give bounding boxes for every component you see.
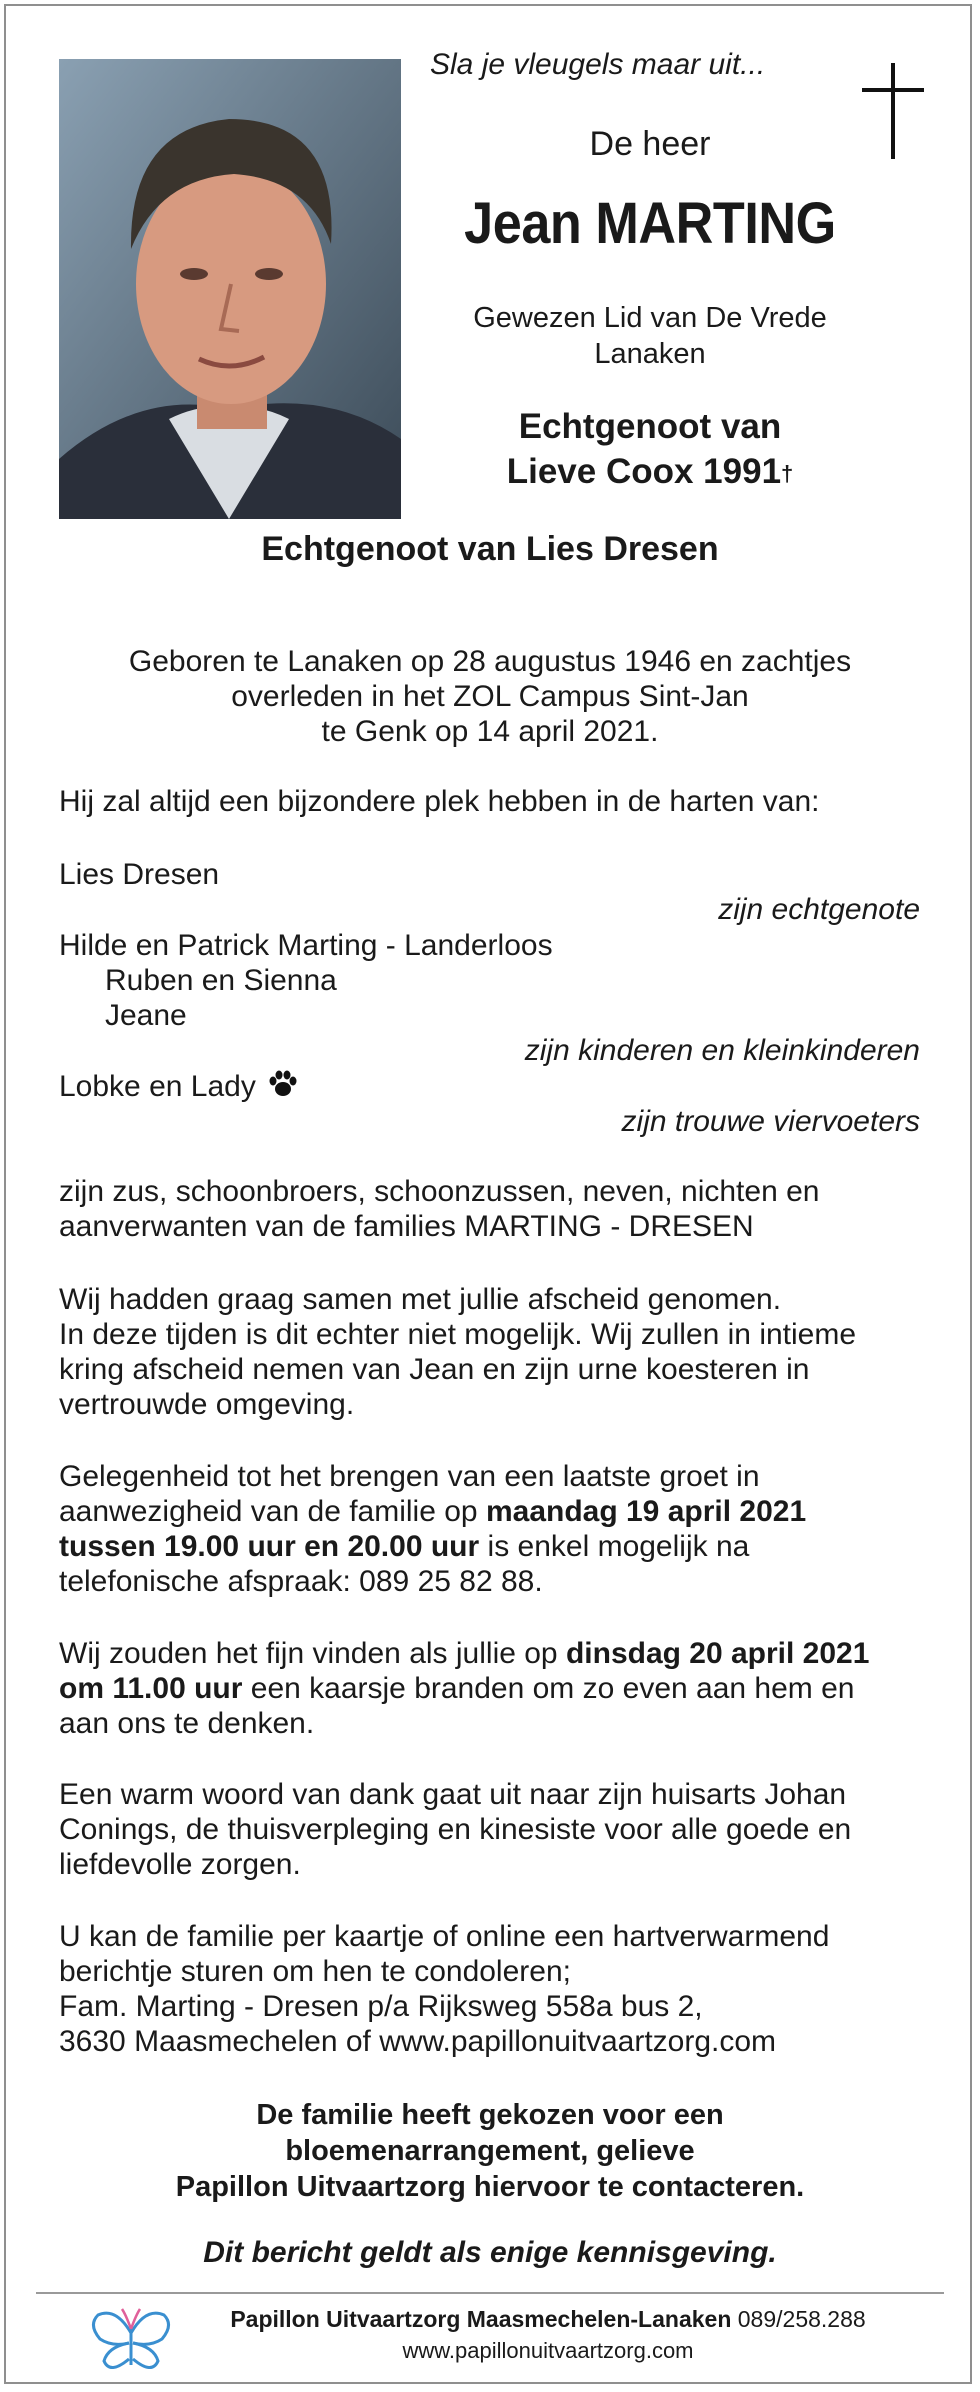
condolence-paragraph bbox=[59, 1919, 829, 2059]
first-spouse-name: Lieve Coox 1991 bbox=[506, 452, 782, 491]
quote: Sla je vleugels maar uit... bbox=[430, 48, 766, 81]
candle-date: dinsdag 20 april 2021 bbox=[565, 1637, 870, 1670]
farewell-line-4: vertrouwde omgeving. bbox=[59, 1388, 355, 1421]
thanks-line-3: liefdevolle zorgen. bbox=[59, 1848, 301, 1881]
condolence-line-1: U kan de familie per kaartje of online een hartverwarmend bbox=[59, 1920, 830, 1953]
grandchildren-1: Ruben en Sienna bbox=[105, 964, 337, 997]
candle-time: om 11.00 uur bbox=[59, 1672, 243, 1705]
dagger-icon: † bbox=[781, 461, 794, 486]
birth-line-1: Geboren te Lanaken op 28 augustus 1946 en zachtjes bbox=[128, 645, 852, 678]
visit-line-3 bbox=[59, 1529, 806, 1564]
extended-line-1: zijn zus, schoonbroers, schoonzussen, neven, nichten en bbox=[59, 1175, 820, 1208]
flowers-line-2: bloemenarrangement, gelieve bbox=[285, 2135, 695, 2167]
children-names: Hilde en Patrick Marting - Landerloos bbox=[59, 929, 553, 962]
candle-line-2 bbox=[59, 1671, 869, 1706]
flowers-line-1: De familie heeft gekozen voor een bbox=[256, 2099, 724, 2131]
first-spouse-line-1: Echtgenoot van bbox=[518, 407, 782, 446]
visit-line-2-text: aanwezigheid van de familie op bbox=[59, 1495, 486, 1528]
condolence-line-3: Fam. Marting - Dresen p/a Rijksweg 558a bus 2, bbox=[59, 1990, 703, 2023]
farewell-line-2: In deze tijden is dit echter niet mogelijk. Wij zullen in intieme bbox=[59, 1318, 857, 1351]
first-spouse-line-2 bbox=[430, 449, 870, 496]
pets-names: Lobke en Lady bbox=[59, 1070, 256, 1103]
first-spouse bbox=[430, 404, 870, 496]
candle-line-3: aan ons te denken. bbox=[59, 1707, 315, 1740]
portrait-photo bbox=[59, 59, 401, 519]
salutation: De heer bbox=[589, 125, 711, 163]
visit-line-3-text: is enkel mogelijk na bbox=[479, 1530, 750, 1563]
family-intro: Hij zal altijd een bijzondere plek hebben in de harten van: bbox=[59, 785, 820, 818]
visit-line-2 bbox=[59, 1494, 806, 1529]
extended-line-2: aanverwanten van de families MARTING - DRESEN bbox=[59, 1210, 754, 1243]
children-role: zijn kinderen en kleinkinderen bbox=[524, 1034, 920, 1067]
footer-company: Papillon Uitvaartzorg Maasmechelen-Lanaken bbox=[230, 2306, 732, 2332]
footer-website: www.papillonuitvaartzorg.com bbox=[402, 2338, 694, 2363]
flowers-notice bbox=[0, 2097, 980, 2205]
former-line-1: Gewezen Lid van De Vrede bbox=[473, 302, 827, 334]
farewell-line-1: Wij hadden graag samen met jullie afscheid genomen. bbox=[59, 1283, 782, 1316]
second-spouse: Echtgenoot van Lies Dresen bbox=[261, 530, 719, 568]
cross-icon bbox=[891, 63, 895, 159]
thanks-line-2: Conings, de thuisverpleging en kinesiste voor alle goede en bbox=[59, 1813, 852, 1846]
candle-paragraph bbox=[59, 1636, 869, 1741]
deceased-name: Jean MARTING bbox=[464, 191, 836, 256]
pets-line bbox=[59, 1069, 298, 1104]
candle-line-2-text: een kaarsje branden om zo even aan hem en bbox=[242, 1672, 855, 1705]
pets-role: zijn trouwe viervoeters bbox=[621, 1105, 920, 1138]
visit-line-4: telefonische afspraak: 089 25 82 88. bbox=[59, 1565, 543, 1598]
condolence-line-2: berichtje sturen om hen te condoleren; bbox=[59, 1955, 571, 1988]
former-line-2: Lanaken bbox=[594, 338, 706, 370]
thanks-line-1: Een warm woord van dank gaat uit naar zijn huisarts Johan bbox=[59, 1778, 847, 1811]
candle-line-1-text: Wij zouden het fijn vinden als jullie op bbox=[59, 1637, 566, 1670]
only-notice: Dit bericht geldt als enige kennisgeving. bbox=[203, 2236, 777, 2269]
grandchildren-2: Jeane bbox=[105, 999, 187, 1032]
footer-company-line bbox=[188, 2306, 908, 2333]
spouse-role: zijn echtgenote bbox=[718, 893, 920, 926]
birth-line-3: te Genk op 14 april 2021. bbox=[321, 715, 659, 748]
visit-time: tussen 19.00 uur en 20.00 uur bbox=[59, 1530, 480, 1563]
visit-date: maandag 19 april 2021 bbox=[485, 1495, 807, 1528]
visit-paragraph bbox=[59, 1459, 806, 1599]
candle-line-1 bbox=[59, 1636, 869, 1671]
former-membership bbox=[430, 300, 870, 372]
condolence-line-4: 3630 Maasmechelen of www.papillonuitvaartzorg.com bbox=[59, 2025, 777, 2058]
paw-icon bbox=[268, 1070, 298, 1098]
farewell-paragraph bbox=[59, 1282, 856, 1422]
flowers-line-3: Papillon Uitvaartzorg hiervoor te contacteren. bbox=[175, 2171, 805, 2203]
butterfly-logo-icon bbox=[88, 2303, 174, 2377]
visit-line-1: Gelegenheid tot het brengen van een laatste groet in bbox=[59, 1460, 760, 1493]
cross-icon-bar bbox=[862, 88, 924, 92]
thanks-paragraph bbox=[59, 1777, 851, 1882]
footer-phone: 089/258.288 bbox=[737, 2306, 866, 2332]
footer-divider bbox=[36, 2292, 944, 2294]
extended-family bbox=[59, 1174, 819, 1244]
birth-line-2: overleden in het ZOL Campus Sint-Jan bbox=[231, 680, 749, 713]
spouse-name: Lies Dresen bbox=[59, 858, 220, 891]
farewell-line-3: kring afscheid nemen van Jean en zijn urne koesteren in bbox=[59, 1353, 810, 1386]
birth-death-info bbox=[0, 644, 980, 749]
